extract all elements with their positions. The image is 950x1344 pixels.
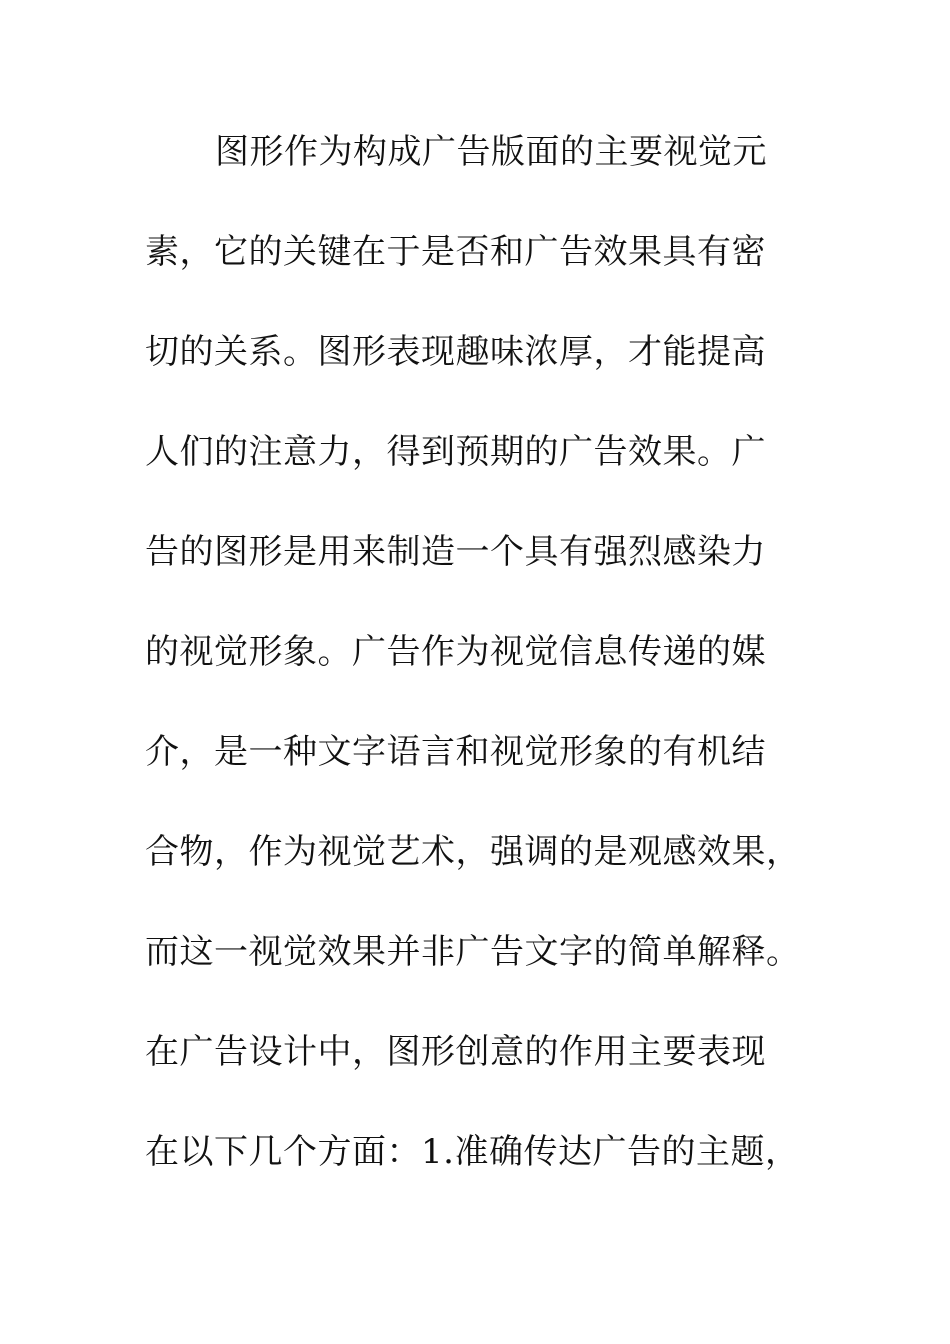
paragraph-line: 在广告设计中，图形创意的作用主要表现 — [145, 1032, 766, 1072]
paragraph-line: 素，它的关键在于是否和广告效果具有密 — [145, 232, 766, 272]
body-paragraph — [145, 126, 825, 1226]
paragraph-line: 合物，作为视觉艺术，强调的是观感效果， — [145, 832, 801, 872]
paragraph-line: 图形作为构成广告版面的主要视觉元 — [215, 132, 767, 172]
paragraph-line: 切的关系。图形表现趣味浓厚，才能提高 — [145, 332, 766, 372]
paragraph-line: 人们的注意力，得到预期的广告效果。广 — [145, 432, 766, 472]
paragraph-line: 告的图形是用来制造一个具有强烈感染力 — [145, 532, 766, 572]
paragraph-line: 在以下几个方面：1.准确传达广告的主题， — [145, 1132, 800, 1172]
paragraph-line: 的视觉形象。广告作为视觉信息传递的媒 — [145, 632, 766, 672]
paragraph-line: 介，是一种文字语言和视觉形象的有机结 — [145, 732, 766, 772]
paragraph-line: 而这一视觉效果并非广告文字的简单解释。 — [145, 932, 801, 972]
